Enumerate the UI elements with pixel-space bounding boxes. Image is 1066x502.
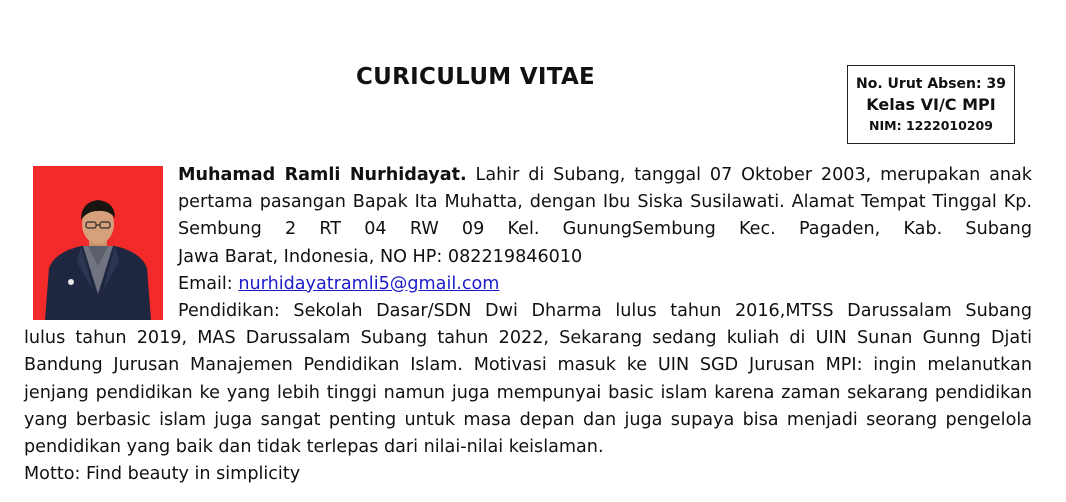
motto-line: Motto: Find beauty in simplicity [24, 464, 301, 485]
profile-paragraph [178, 162, 1032, 244]
absen-number: No. Urut Absen: 39 [856, 75, 1006, 92]
biography-text: Lahir di Subang, tanggal 07 Oktober 2003, merupakan anak pertama pasangan Bapak Ita Muhatta, dengan Ibu Siska Susilawati. Alamat Tempat Tinggal Kp. Sembung 2 RT 04 RW 09 Kel. GunungSembung Kec. Pagaden, Kab. Subang [178, 165, 1033, 240]
education-first-line: Pendidikan: Sekolah Dasar/SDN Dwi Dharma lulus tahun 2016,MTSS Darussalam Subang [178, 301, 1032, 322]
document-title: CURICULUM VITAE [356, 64, 596, 90]
address-phone-line: Jawa Barat, Indonesia, NO HP: 082219846010 [178, 246, 583, 267]
nim-number: NIM: 1222010209 [869, 117, 993, 133]
class-label: Kelas VI/C MPI [866, 95, 996, 115]
full-name: Muhamad Ramli Nurhidayat. [178, 165, 467, 185]
email-label: Email: [178, 273, 233, 294]
email-line [178, 271, 1032, 298]
education-paragraph: lulus tahun 2019, MAS Darussalam Subang tahun 2022, Sekarang sedang kuliah di UIN Sunan Gunng Djati Bandung Jurusan Manajemen Pendidikan Islam. Motivasi masuk ke UIN SGD Jurusan MPI: ingin melanutkan jenjang pendidikan ke yang lebih tinggi namun juga mempunyai basic islam karena zaman sekarang pendidikan yang berbasic islam juga sangat penting untuk masa depan dan juga supaya bisa menjadi seorang pengelola pendidikan yang baik dan tidak terlepas dari nilai-nilai keislaman. [24, 328, 1032, 458]
student-id-box [847, 65, 1015, 144]
cv-body [24, 162, 1032, 488]
email-link[interactable]: nurhidayatramli5@gmail.com [238, 273, 500, 294]
